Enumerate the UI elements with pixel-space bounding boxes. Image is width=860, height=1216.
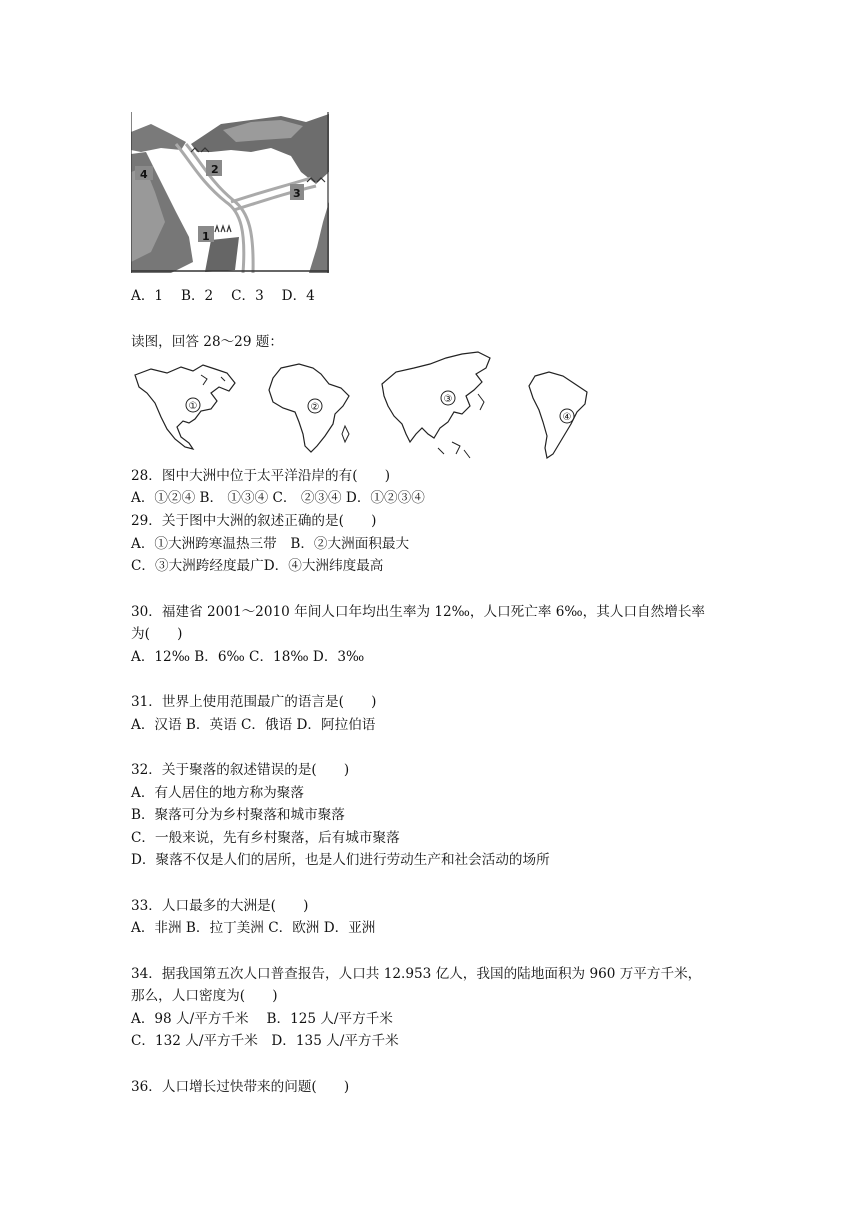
q28-options: A．①②④ B． ①③④ C． ②③④ D．①②③④: [131, 490, 425, 506]
continent-asia: [378, 350, 498, 464]
continent-label-4: ④: [562, 412, 572, 423]
continent-north-america: [131, 357, 241, 453]
q31-stem: 31．世界上使用范围最广的语言是( ): [131, 694, 377, 710]
q28-stem: 28．图中大洲中位于太平洋沿岸的有( ): [131, 468, 390, 484]
q32-option-d: D．聚落不仅是人们的居所，也是人们进行劳动生产和社会活动的场所: [131, 852, 550, 868]
q31-options: A．汉语 B．英语 C．俄语 D．阿拉伯语: [131, 717, 376, 733]
settlement-terrain-map: [131, 112, 329, 273]
reading-intro: 读图，回答 28～29 题：: [131, 334, 283, 350]
continent-label-3: ③: [443, 394, 453, 405]
q32-option-c: C．一般来说，先有乡村聚落，后有城市聚落: [131, 830, 400, 846]
q32-option-a: A．有人居住的地方称为聚落: [131, 785, 304, 801]
q33-options: A．非洲 B．拉丁美洲 C．欧洲 D．亚洲: [131, 920, 376, 936]
q36-stem: 36．人口增长过快带来的问题( ): [131, 1079, 350, 1095]
continent-label-1: ①: [188, 401, 198, 412]
q29-options-line1: A．①大洲跨寒温热三带 B．②大洲面积最大: [131, 536, 410, 552]
q34-options-line2: C．132 人/平方千米 D．135 人/平方千米: [131, 1033, 399, 1049]
continent-label-2: ②: [310, 402, 320, 413]
map-label-4: 4: [140, 168, 148, 181]
q32-stem: 32．关于聚落的叙述错误的是( ): [131, 762, 350, 778]
continent-africa: [265, 362, 355, 454]
continent-south-america: [525, 370, 593, 460]
q34-options-line1: A．98 人/平方千米 B．125 人/平方千米: [131, 1011, 393, 1027]
map-label-3: 3: [293, 187, 301, 200]
q29-options-line2: C．③大洲跨经度最广D．④大洲纬度最高: [131, 558, 384, 574]
q29-stem: 29．关于图中大洲的叙述正确的是( ): [131, 513, 377, 529]
q27-options: A．1 B．2 C．3 D．4: [131, 288, 315, 304]
q34-stem-line2: 那么，人口密度为( ): [131, 988, 278, 1004]
map-label-2: 2: [211, 163, 219, 176]
q32-option-b: B．聚落可分为乡村聚落和城市聚落: [131, 807, 345, 823]
map-label-1: 1: [202, 230, 210, 243]
q33-stem: 33．人口最多的大洲是( ): [131, 898, 309, 914]
q30-stem-line1: 30．福建省 2001～2010 年间人口年均出生率为 12‰，人口死亡率 6‰，其人口自然增长率: [131, 604, 706, 620]
q30-options: A．12‰ B．6‰ C．18‰ D．3‰: [131, 649, 365, 665]
q30-stem-line2: 为( ): [131, 626, 183, 642]
q34-stem-line1: 34．据我国第五次人口普查报告，人口共 12.953 亿人，我国的陆地面积为 960 万平方千米，: [131, 966, 702, 982]
